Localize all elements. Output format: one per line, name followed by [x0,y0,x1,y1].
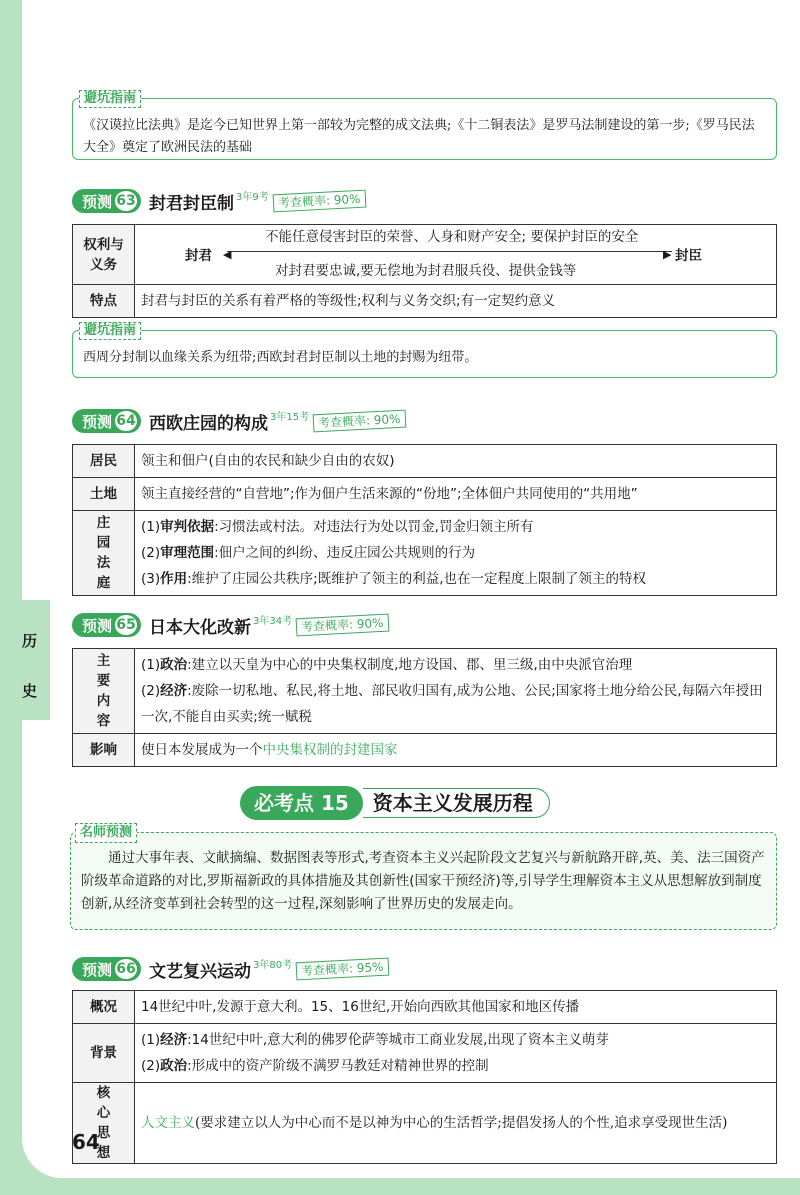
prediction-badge [72,957,141,981]
subject-tab-char-2: 史 [22,682,38,700]
row-header: 居民 [73,445,135,478]
prediction-badge [72,189,141,213]
bg-items [135,1024,777,1083]
row-text: 领主和佃户(自由的农民和缺少自由的农奴) [135,445,777,478]
exam-probability: 考查概率: 90% [313,410,406,433]
list-item: (2)经济:废除一切私地、私民,将土地、部民收归国有,成为公地、公民;国家将土地分给公民,每隔六年授田一次,不能自由买卖;统一赋税 [141,683,763,725]
tip-text: 《汉谟拉比法典》是迄今已知世界上第一部较为完整的成文法典;《十二铜表法》是罗马法制建设的第一步;《罗马民法大全》奠定了欧洲民法的基础 [83,118,755,155]
exam-probability: 考查概率: 90% [272,190,365,213]
highlight-text: 中央集权制的封建国家 [262,742,398,758]
row-header: 概况 [73,991,135,1024]
prediction-title: 西欧庄园的构成 [149,413,269,434]
prediction-label: 预测 [82,616,113,635]
subject-tab-char-1: 历 [22,632,38,650]
exam-probability: 考查概率: 95% [296,958,389,981]
prediction-badge [72,613,141,637]
table-feudal [72,224,777,318]
highlight-text: 人文主义 [141,1115,195,1131]
arrow-right-icon: ▶ [663,248,672,261]
table-row [73,285,777,318]
tip-text: 西周分封制以血缘关系为纽带;西欧封君封臣制以土地的封赐为纽带。 [83,350,478,365]
row-header: 权利与义务 [73,225,135,285]
list-item: (2)审理范围:佃户之间的纠纷、违反庄园公共规则的行为 [141,545,476,561]
teacher-prediction-box [70,825,777,930]
table-row [73,1083,777,1164]
key-point-title: 资本主义发展历程 [363,788,550,818]
key-point-banner [240,786,550,820]
table-row [73,991,777,1024]
table-taika [72,648,777,767]
prediction-label: 预测 [82,960,113,979]
table-row [73,734,777,767]
prediction-title: 封君封臣制 [149,193,235,214]
table-row [73,649,777,734]
lord-obligation: 不能任意侵害封臣的荣誉、人身和财产安全; 要保护封臣的安全 [265,229,639,245]
lord-label: 封君 [185,248,212,264]
main-items [135,649,777,734]
teacher-tag: 名师预测 [75,823,137,843]
exam-frequency: 3年80考 [253,960,293,971]
table-row [73,445,777,478]
prediction-label: 预测 [82,192,113,211]
prediction-badge [72,409,141,433]
vassal-label: 封臣 [675,248,702,264]
prediction-header-66 [72,956,389,982]
exam-probability: 考查概率: 90% [296,614,389,637]
row-text: 封君与封臣的关系有着严格的等级性;权利与义务交织;有一定契约意义 [135,285,777,318]
prediction-header-63 [72,188,365,214]
row-header: 影响 [73,734,135,767]
prediction-label: 预测 [82,412,113,431]
row-text: 人文主义(要求建立以人为中心而不是以神为中心的生活哲学;提倡发扬人的个性,追求享受现世生活) [135,1083,777,1164]
teacher-text: 通过大事年表、文献摘编、数据图表等形式,考查资本主义兴起阶段文艺复兴与新航路开辟,英、美、法三国资产阶级革命道路的对比,罗斯福新政的具体措施及其创新性(国家干预经济)等,引导学生理解资本主义从思想解放到制度创新,从经济变革到社会转型的这一过程,深刻影响了世界历史的发展走向。 [81,850,765,912]
page-number: 64 [72,1130,100,1154]
row-header: 特点 [73,285,135,318]
arrow-left-icon: ◀ [223,248,232,261]
prediction-title: 文艺复兴运动 [149,961,252,982]
prediction-number: 64 [116,413,136,429]
row-header: 背景 [73,1024,135,1083]
table-row [73,1024,777,1083]
row-header: 土地 [73,478,135,511]
list-item: (1)经济:14世纪中叶,意大利的佛罗伦萨等城市工商业发展,出现了资本主义萌芽 [141,1032,609,1048]
tip-tag: 避坑指南 [79,90,141,108]
list-item: (3)作用:维护了庄园公共秩序;既维护了领主的利益,也在一定程度上限制了领主的特权 [141,571,647,587]
tip-tag: 避坑指南 [79,322,141,340]
table-row [73,225,777,285]
list-item: (1)审判依据:习惯法或村法。对违法行为处以罚金,罚金归领主所有 [141,519,534,535]
list-item: (2)政治:形成中的资产阶级不满罗马教廷对精神世界的控制 [141,1058,489,1074]
prediction-title: 日本大化改新 [149,617,252,638]
row-text: 14世纪中叶,发源于意大利。15、16世纪,开始向西欧其他国家和地区传播 [135,991,777,1024]
prediction-number: 63 [116,193,136,209]
prediction-number: 66 [116,961,136,977]
rights-diagram [135,225,777,285]
tip-box-2 [72,323,777,378]
row-header: 主要内容 [73,649,135,734]
row-text: 使日本发展成为一个中央集权制的封建国家 [135,734,777,767]
row-text: 领主直接经营的“自营地”;作为佃户生活来源的“份地”;全体佃户共同使用的“共用地” [135,478,777,511]
prediction-number: 65 [116,617,136,633]
list-item: (1)政治:建立以天皇为中心的中央集权制度,地方设国、郡、里三级,由中央派官治理 [141,657,633,673]
table-renaissance [72,990,777,1164]
exam-frequency: 3年34考 [253,616,293,627]
subject-tab [0,600,50,720]
double-arrow [227,251,672,252]
row-header: 核心思想 [73,1083,135,1164]
table-manor [72,444,777,596]
exam-frequency: 3年15考 [270,412,310,423]
court-items [135,511,777,596]
key-point-badge: 必考点 15 [240,786,363,820]
table-row [73,478,777,511]
exam-frequency: 3年9考 [236,192,269,203]
prediction-header-65 [72,612,389,638]
tip-box-1 [72,91,777,160]
vassal-obligation: 对封君要忠诚,要无偿地为封君服兵役、提供金钱等 [275,263,577,279]
table-row [73,511,777,596]
prediction-header-64 [72,408,406,434]
row-header: 庄园法庭 [73,511,135,596]
